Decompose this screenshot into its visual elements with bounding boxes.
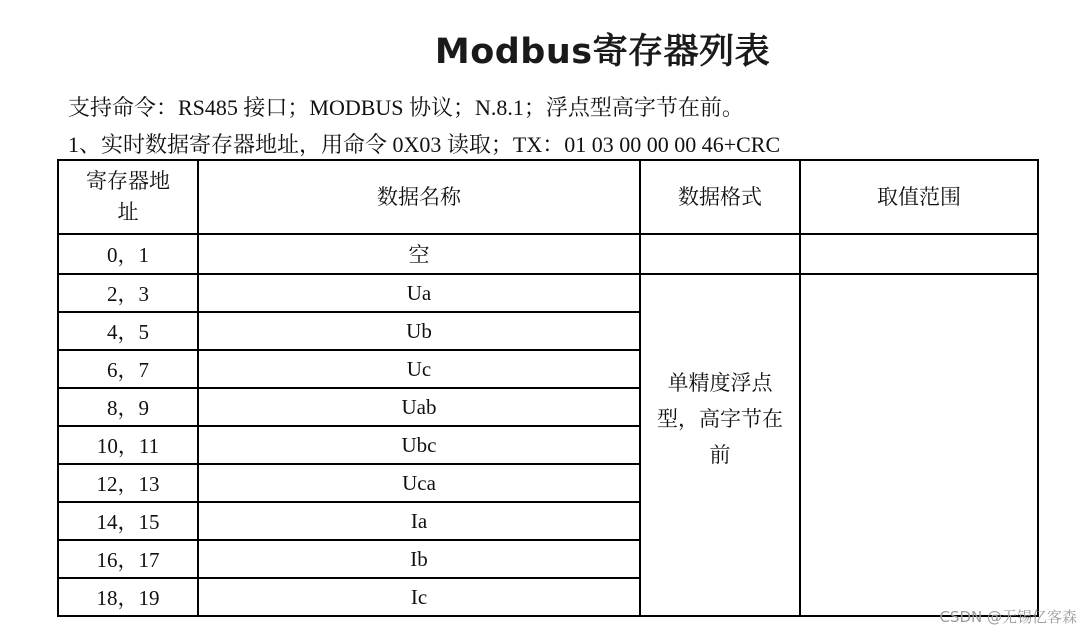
cell-range-empty: [800, 234, 1038, 274]
cell-name: Ua: [198, 274, 640, 312]
header-format: 数据格式: [640, 160, 800, 234]
page-title: Modbus寄存器列表: [434, 32, 771, 72]
watermark: CSDN @无锡亿客森: [939, 608, 1077, 626]
cell-address: 18，19: [58, 578, 198, 616]
cell-address: 16，17: [58, 540, 198, 578]
table-header-row: [58, 160, 1038, 234]
cell-address: 12，13: [58, 464, 198, 502]
cell-address: 8，9: [58, 388, 198, 426]
header-range: 取值范围: [800, 160, 1038, 234]
table-row: [58, 274, 1038, 312]
cell-format-empty: [640, 234, 800, 274]
register-table: [57, 159, 1039, 617]
cell-address: 0，1: [58, 234, 198, 274]
section-heading: 1、实时数据寄存器地址，用命令 0X03 读取；TX：01 03 00 00 00 46+CRC: [68, 132, 781, 157]
cell-format-merged: 单精度浮点型，高字节在前: [640, 274, 800, 616]
table-row: [58, 234, 1038, 274]
intro-text: 支持命令：RS485 接口；MODBUS 协议；N.8.1；浮点型高字节在前。: [68, 95, 744, 120]
cell-range-merged: [800, 274, 1038, 616]
cell-address: 14，15: [58, 502, 198, 540]
cell-name: 空: [198, 234, 640, 274]
cell-name: Uc: [198, 350, 640, 388]
cell-name: Ic: [198, 578, 640, 616]
cell-address: 2，3: [58, 274, 198, 312]
header-name: 数据名称: [198, 160, 640, 234]
cell-name: Uca: [198, 464, 640, 502]
cell-name: Ib: [198, 540, 640, 578]
cell-address: 10，11: [58, 426, 198, 464]
cell-name: Uab: [198, 388, 640, 426]
cell-address: 4，5: [58, 312, 198, 350]
cell-name: Ub: [198, 312, 640, 350]
cell-name: Ia: [198, 502, 640, 540]
header-address: 寄存器地址: [58, 160, 198, 234]
cell-address: 6，7: [58, 350, 198, 388]
cell-name: Ubc: [198, 426, 640, 464]
